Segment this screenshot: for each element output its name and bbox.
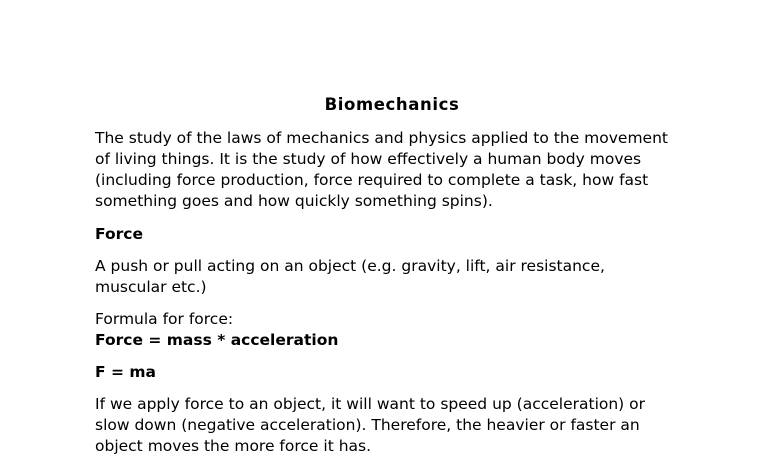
page-title: Biomechanics (324, 95, 460, 114)
intro-line: of living things. It is the study of how effectively a human body moves (95, 150, 642, 168)
closing-line: If we apply force to an object, it will want to speed up (acceleration) or (95, 395, 646, 413)
closing-line: slow down (negative acceleration). Therefore, the heavier or faster an (95, 416, 640, 434)
closing-paragraph (95, 394, 695, 457)
intro-line: The study of the laws of mechanics and physics applied to the movement (95, 129, 668, 147)
definition-line: A push or pull acting on an object (e.g. gravity, lift, air resistance, (95, 257, 605, 275)
intro-line: something goes and how quickly something spins). (95, 192, 493, 210)
formula-short: F = ma (95, 363, 156, 381)
intro-paragraph (95, 128, 695, 212)
definition-line: muscular etc.) (95, 278, 207, 296)
force-definition (95, 256, 695, 298)
force-heading: Force (95, 225, 143, 243)
formula-text: Force = mass * acceleration (95, 331, 339, 349)
closing-line: object moves the more force it has. (95, 437, 372, 455)
intro-line: (including force production, force required to complete a task, how fast (95, 171, 649, 189)
formula-block (95, 309, 695, 351)
formula-label: Formula for force: (95, 310, 234, 328)
